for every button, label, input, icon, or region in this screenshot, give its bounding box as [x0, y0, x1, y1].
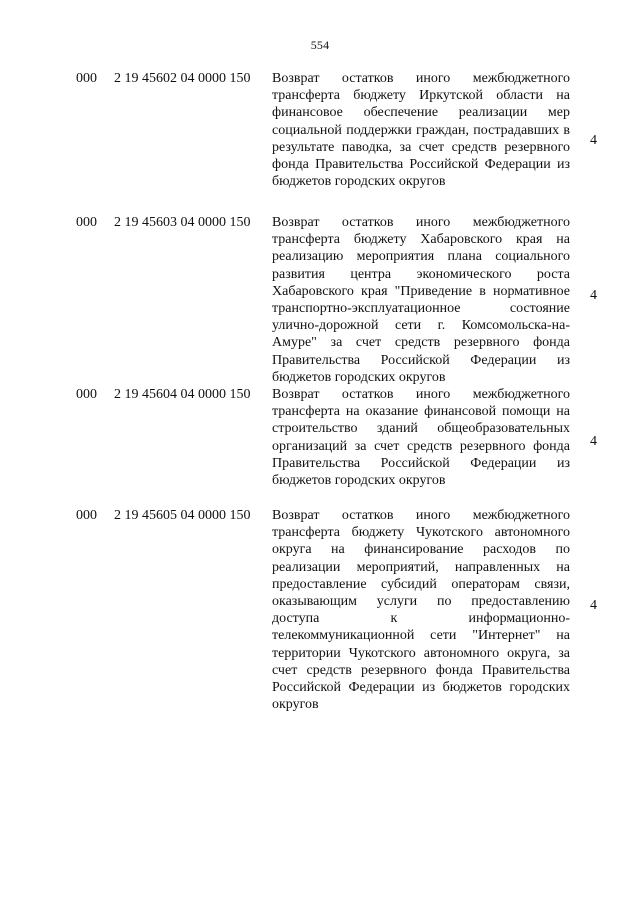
row-amount: 4: [590, 133, 597, 148]
admin-code: 000: [76, 508, 97, 523]
budget-classification-code: 2 19 45604 04 0000 150: [114, 387, 251, 402]
row-description: Возврат остатков иного межбюджетного трансферта бюджету Хабаровского края на реализацию мероприятия плана социального развития центра экономического роста Хабаровского края "Приведение в нормативное транспортно-эксплуатационное состояние улично-дорожной сети г. Комсомольска-на-Амуре" за счет средств резервного фонда Правительства Российской Федерации из бюджетов городских округов: [272, 215, 570, 385]
row-amount: 4: [590, 598, 597, 613]
row-amount: 4: [590, 288, 597, 303]
row-description: Возврат остатков иного межбюджетного трансферта бюджету Чукотского автономного округа на финансирование расходов по реализации мероприятий, направленных на предоставление субсидий операторам связи, оказывающим услуги по предоставлению доступа к информационно-телекоммуникационной сети "Интернет" на территории Чукотского автономного округа, за счет средств резервного фонда Правительства Российской Федерации из бюджетов городских округов: [272, 508, 570, 713]
admin-code: 000: [76, 215, 97, 230]
row-description: Возврат остатков иного межбюджетного трансферта на оказание финансовой помощи на строительство зданий общеобразовательных организаций за счет средств резервного фонда Правительства Российской Федерации из бюджетов городских округов: [272, 387, 570, 489]
page-number: 554: [310, 38, 330, 52]
budget-classification-code: 2 19 45603 04 0000 150: [114, 215, 251, 230]
budget-classification-code: 2 19 45602 04 0000 150: [114, 71, 251, 86]
row-description: Возврат остатков иного межбюджетного трансферта бюджету Иркутской области на финансовое обеспечение реализации мер социальной поддержки граждан, пострадавших в результате паводка, за счет средств резервного фонда Правительства Российской Федерации из бюджетов городских округов: [272, 71, 570, 190]
admin-code: 000: [76, 387, 97, 402]
admin-code: 000: [76, 71, 97, 86]
budget-classification-code: 2 19 45605 04 0000 150: [114, 508, 251, 523]
row-amount: 4: [590, 434, 597, 449]
